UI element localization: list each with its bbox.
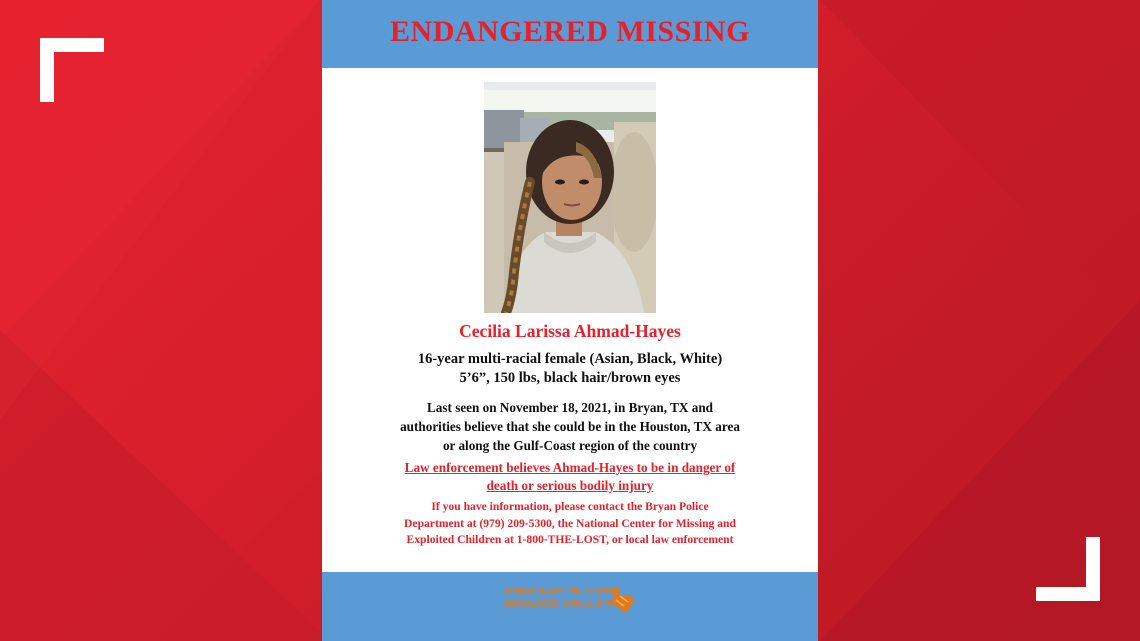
poster-title: ENDANGERED MISSING <box>390 15 750 48</box>
contact-info <box>322 499 818 549</box>
danger-line: Law enforcement believes Ahmad-Hayes to be in danger of <box>404 460 736 475</box>
logo-network-text: AMBER ALERT NETWORK <box>504 585 614 595</box>
missing-person-name: Cecilia Larissa Ahmad-Hayes <box>459 321 681 341</box>
physical-description <box>322 350 818 388</box>
poster-footer <box>322 572 818 641</box>
last-seen-line: authorities believe that she could be in the Houston, TX area <box>400 419 740 434</box>
danger-line: death or serious bodily injury <box>486 478 654 493</box>
last-seen-info <box>322 398 818 455</box>
contact-line: Exploited Children at 1-800-THE-LOST, or local law enforcement <box>406 533 734 546</box>
missing-person-photo <box>484 82 656 313</box>
contact-line: Department at (979) 209-5300, the National Center for Missing and <box>404 516 736 530</box>
contact-line: If you have information, please contact the Bryan Police <box>431 500 709 513</box>
amber-alert-logo <box>502 582 642 628</box>
last-seen-line: or along the Gulf-Coast region of the country <box>442 438 698 453</box>
corner-bracket-icon <box>40 38 104 102</box>
logo-region-text: BRAZOS VALLEY <box>504 596 613 611</box>
description-line: 5’6”, 150 lbs, black hair/brown eyes <box>459 370 681 386</box>
description-line: 16-year multi-racial female (Asian, Black, White) <box>417 351 723 367</box>
texas-map-icon <box>606 584 638 616</box>
danger-warning <box>322 459 818 495</box>
poster-header <box>322 0 818 68</box>
corner-bracket-icon <box>1036 537 1100 601</box>
missing-poster <box>322 0 818 641</box>
last-seen-line: Last seen on November 18, 2021, in Bryan, TX and <box>426 400 713 415</box>
